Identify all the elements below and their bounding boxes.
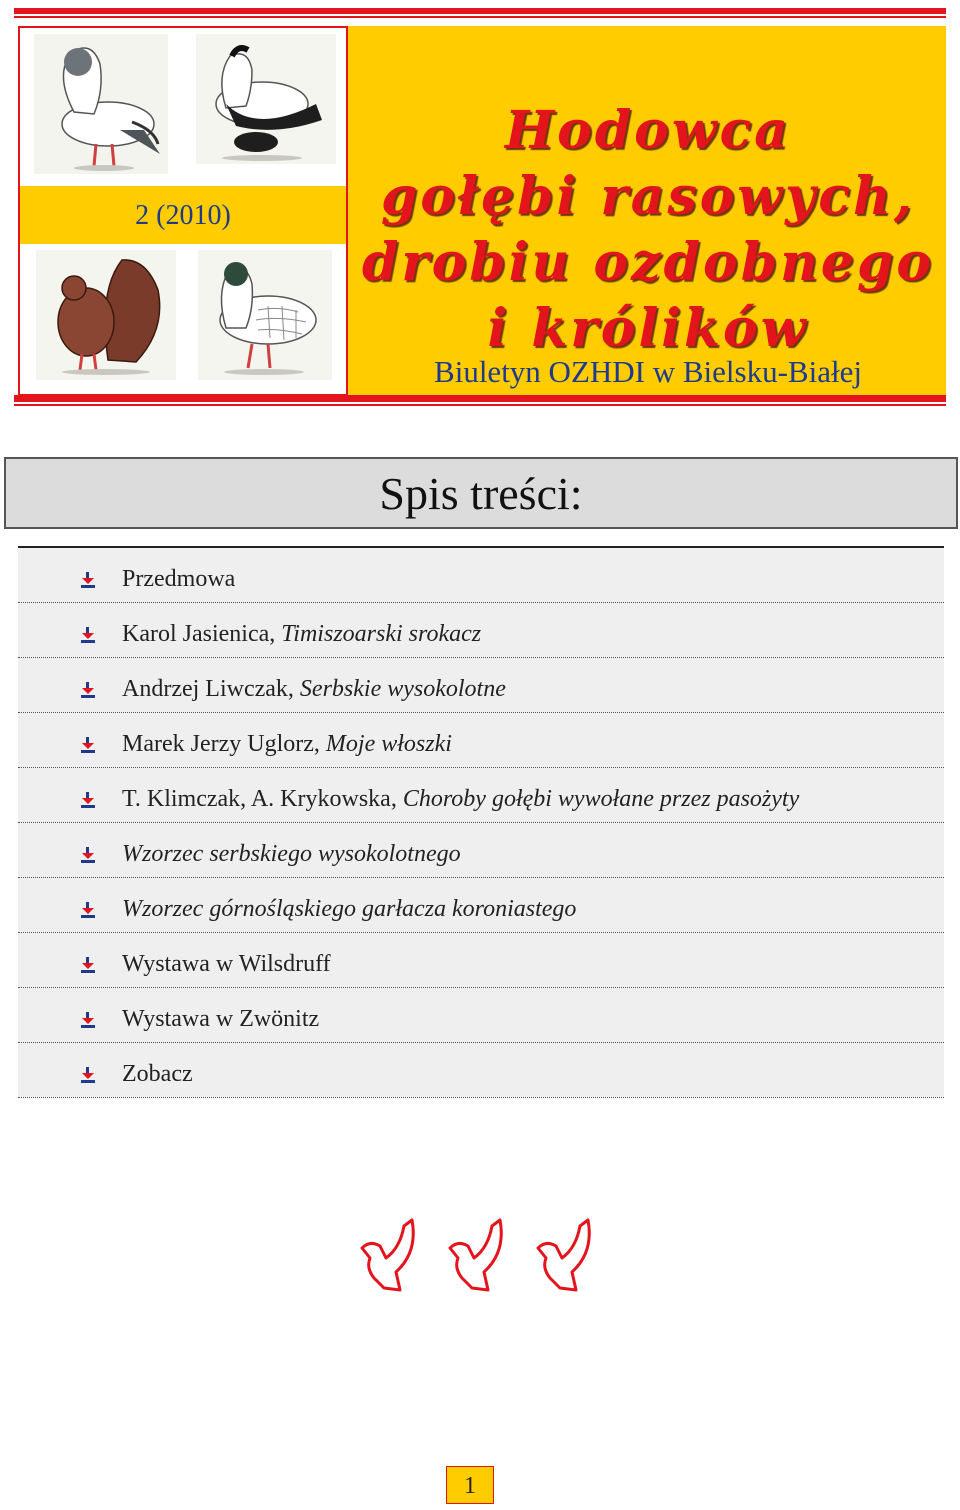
toc-item[interactable] <box>18 878 944 933</box>
title-line-3: drobiu ozdobnego <box>361 232 934 293</box>
bullet-icon <box>80 847 96 863</box>
toc-item-author: Karol Jasienica, <box>122 621 282 647</box>
pigeon-illustration-1 <box>34 34 168 174</box>
toc-item-title: Moje włoszki <box>325 731 452 757</box>
toc-item[interactable] <box>18 823 944 878</box>
toc-item-author: Wystawa w Zwönitz <box>122 1006 320 1032</box>
toc-item-title: Timiszoarski srokacz <box>281 621 482 647</box>
pigeon-illustration-2 <box>196 34 336 164</box>
toc-item-author: Zobacz <box>122 1061 193 1087</box>
doves-decoration <box>356 1218 612 1298</box>
toc-item[interactable] <box>18 768 944 823</box>
toc-item-title: Choroby gołębi wywołane przez pasożyty <box>402 786 800 812</box>
bullet-icon <box>80 902 96 918</box>
dove-icon <box>362 1220 413 1290</box>
toc-heading: Spis treści: <box>379 468 583 519</box>
bullet-icon <box>80 627 96 643</box>
issue-number: 2 (2010) <box>135 200 231 231</box>
toc-item-title: Wzorzec górnośląskiego garłacza koroniastego <box>122 896 577 922</box>
toc-item-text <box>122 841 461 868</box>
toc-item-text <box>122 566 235 593</box>
toc-item-text <box>122 1006 319 1033</box>
title-panel <box>346 26 946 396</box>
title-line-2: gołębi rasowych, <box>381 166 915 227</box>
toc-heading-bar <box>4 457 958 529</box>
toc-item-text <box>122 896 576 923</box>
bullet-icon <box>80 1067 96 1083</box>
toc-item-title: Wzorzec serbskiego wysokolotnego <box>122 841 461 867</box>
toc-item-title: Serbskie wysokolotne <box>299 676 506 702</box>
toc-item-text <box>122 731 452 758</box>
page-number-box <box>446 1466 494 1504</box>
bullet-icon <box>80 737 96 753</box>
toc-item-author: Andrzej Liwczak, <box>122 676 300 702</box>
bullet-icon <box>80 957 96 973</box>
toc-item-text <box>122 786 799 813</box>
bullet-icon <box>80 792 96 808</box>
bullet-icon <box>80 1012 96 1028</box>
bulletin-subtitle: Biuletyn OZHDI w Bielsku-Białej <box>434 354 862 389</box>
top-red-rule-thin <box>14 16 946 18</box>
bottom-red-rule-thin <box>14 404 946 406</box>
dove-icon <box>538 1220 589 1290</box>
top-red-rule <box>14 8 946 14</box>
pigeon-illustration-3 <box>36 250 176 380</box>
page-number: 1 <box>464 1473 476 1499</box>
bulletin-title <box>348 98 948 362</box>
toc-item-author: Przedmowa <box>122 566 236 592</box>
toc-item-author: Wystawa w Wilsdruff <box>122 951 331 977</box>
title-line-1: Hodowca <box>505 100 791 161</box>
issue-band <box>20 186 346 244</box>
toc-list <box>18 546 944 1098</box>
toc-item-text <box>122 621 481 648</box>
toc-item[interactable] <box>18 1043 944 1098</box>
toc-item[interactable] <box>18 603 944 658</box>
toc-item[interactable] <box>18 713 944 768</box>
toc-item[interactable] <box>18 933 944 988</box>
title-line-4: i królików <box>487 298 809 359</box>
bottom-red-rule <box>14 395 946 402</box>
bullet-icon <box>80 572 96 588</box>
toc-item-author: Marek Jerzy Uglorz, <box>122 731 326 757</box>
toc-item[interactable] <box>18 548 944 603</box>
toc-item[interactable] <box>18 658 944 713</box>
toc-item-text <box>122 1061 193 1088</box>
dove-icon <box>450 1220 501 1290</box>
pigeon-illustration-4 <box>198 250 332 380</box>
toc-item-author: T. Klimczak, A. Krykowska, <box>122 786 403 812</box>
bullet-icon <box>80 682 96 698</box>
toc-item-text <box>122 951 331 978</box>
toc-item[interactable] <box>18 988 944 1043</box>
toc-item-text <box>122 676 506 703</box>
